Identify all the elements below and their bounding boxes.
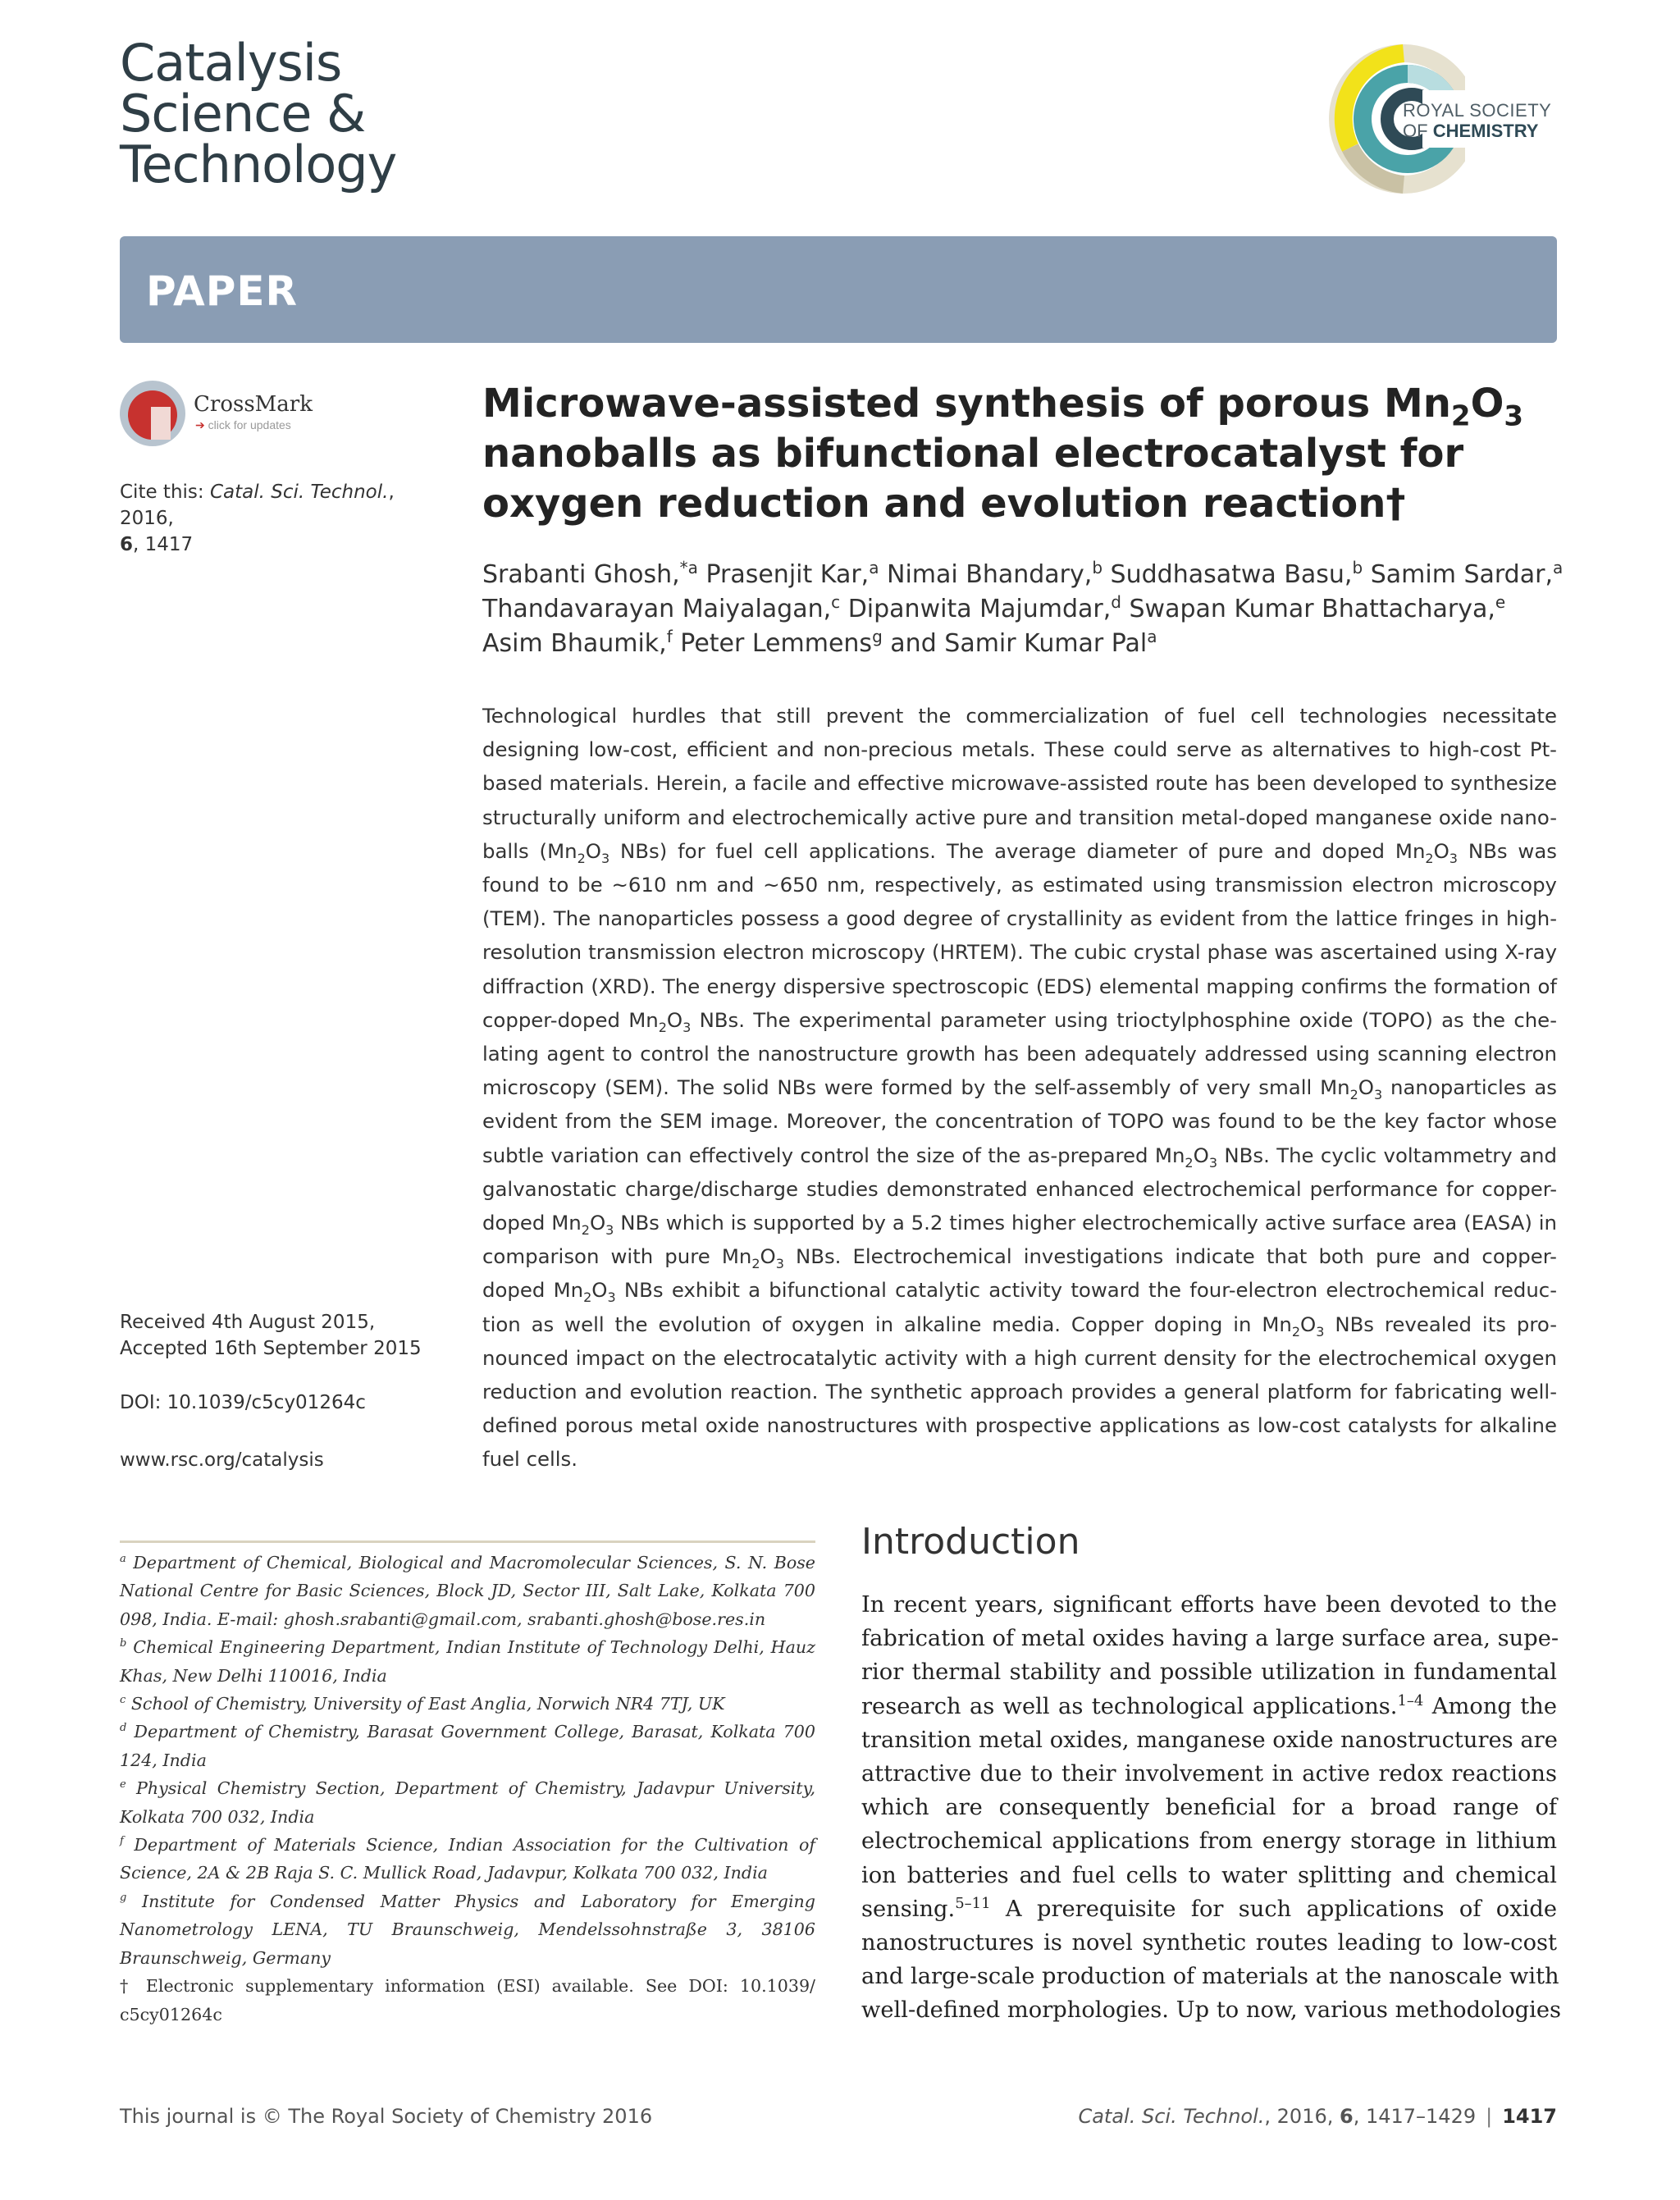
affiliation-footnotes <box>120 1549 815 2029</box>
abstract-line: galvanostatic charge/discharge studies demonstrated enhanced electrochemical performance for copper- <box>482 1176 1557 1201</box>
footnote-line: c5cy01264c <box>120 2004 222 2024</box>
footnote-line: $^e$ Physical Chemistry Section, Department of Chemistry, Jadavpur University, <box>120 1778 815 1799</box>
page-number: 1417 <box>1502 2105 1557 2128</box>
abstract-line: based materials. Herein, a facile and effective microwave-assisted route has been developed to synthesize <box>482 771 1557 796</box>
journal-website-link[interactable]: www.rsc.org/catalysis <box>120 1449 324 1471</box>
affiliation-mark: f <box>666 627 673 646</box>
introduction-line: and large-scale production of materials at the nanoscale with <box>861 1964 1559 1990</box>
paper-title-line: Microwave-assisted synthesis of porous $Mn_2O_3$ <box>482 381 1524 433</box>
paper-title <box>482 379 1557 529</box>
affiliation-mark: *a <box>679 558 698 577</box>
footnote-line: $^c$ School of Chemistry, University of East Anglia, Norwich NR4 7TJ, UK <box>120 1694 725 1714</box>
journal-title-line: Science & <box>120 84 366 144</box>
abstract-line: Technological hurdles that still prevent the commercialization of fuel cell technologies necessitate <box>482 704 1557 728</box>
publisher-name-line2 <box>1403 121 1538 142</box>
footnote-line: 098, India. E-mail: ghosh.srabanti@gmail.com, srabanti.ghosh@bose.res.in <box>120 1609 766 1629</box>
abstract-line: fuel cells. <box>482 1447 578 1472</box>
abstract <box>482 699 1557 1477</box>
affiliation-mark: b <box>1352 558 1363 577</box>
introduction-line: attractive due to their involvement in active redox reactions <box>861 1761 1557 1787</box>
journal-title-line: Catalysis <box>120 33 342 93</box>
accepted-date: Accepted 16th September 2015 <box>120 1338 422 1359</box>
introduction-line: In recent years, significant efforts have been devoted to the <box>861 1592 1557 1618</box>
footnote-line: National Centre for Basic Sciences, Block JD, Sector III, Salt Lake, Kolkata 700 <box>120 1581 815 1601</box>
journal-title <box>120 33 397 194</box>
author-name: Dipanwita Majumdar, <box>840 595 1112 623</box>
publisher-name-bold: CHEMISTRY <box>1432 121 1539 141</box>
footer-volume: 6 <box>1339 2105 1354 2128</box>
author-line <box>482 627 1557 661</box>
affiliation-mark: a <box>1552 558 1564 577</box>
abstract-line: (TEM). The nanoparticles possess a good degree of crystallinity as evident from the lattice fringes in high- <box>482 906 1557 931</box>
cite-volume: 6 <box>120 534 134 555</box>
author-list <box>482 558 1564 661</box>
section-heading: Introduction <box>861 1521 1080 1563</box>
author-name: Peter Lemmens <box>672 629 873 658</box>
introduction-text <box>861 1588 1562 2028</box>
author-name: Asim Bhaumik, <box>482 629 667 658</box>
affiliation-mark: b <box>1092 558 1103 577</box>
citation <box>120 479 448 558</box>
introduction-line: transition metal oxides, manganese oxide nanostructures are <box>861 1727 1558 1753</box>
article-type-label: PAPER <box>146 267 299 315</box>
cite-label: Cite this: <box>120 482 210 503</box>
abstract-line: comparison with pure $Mn_2O_3$ NBs. Electrochemical investigations indicate that both pure and copper- <box>482 1244 1557 1272</box>
footer-copyright: This journal is © The Royal Society of Chemistry 2016 <box>120 2105 653 2128</box>
abstract-line: doped $Mn_2O_3$ NBs which is supported by a 5.2 times higher electrochemically active surface area (EASA) in <box>482 1211 1557 1238</box>
cite-year: , 2016, <box>120 482 395 529</box>
footer-separator: | <box>1486 2105 1493 2128</box>
author-name: Thandavarayan Maiyalagan, <box>482 595 832 623</box>
footnote-line: $^b$ Chemical Engineering Department, Indian Institute of Technology Delhi, Hauz <box>120 1637 815 1658</box>
footer-year: , 2016, <box>1264 2105 1340 2128</box>
footnote-line: † Electronic supplementary information (ESI) available. See DOI: 10.1039/ <box>120 1976 815 1997</box>
introduction-line: electrochemical applications from energy storage in lithium <box>861 1828 1557 1855</box>
affiliation-mark: g <box>872 627 883 646</box>
introduction-line: fabrication of metal oxides having a large surface area, supe- <box>861 1626 1559 1652</box>
author-name: Nimai Bhandary, <box>879 560 1093 589</box>
publisher-name-prefix: OF <box>1403 121 1428 141</box>
footer-citation <box>1078 2105 1557 2128</box>
abstract-line: lating agent to control the nanostructure growth has been adequately addressed using scanning electron <box>482 1042 1557 1066</box>
abstract-line: reduction and evolution reaction. The synthetic approach provides a general platform for fabricating well- <box>482 1380 1557 1404</box>
affiliation-mark: a <box>1147 627 1157 646</box>
footnote-line: Khas, New Delhi 110016, India <box>120 1665 387 1686</box>
abstract-line: resolution transmission electron microscopy (HRTEM). The cubic crystal phase was ascertained using X-ray <box>482 940 1557 965</box>
author-name: Prasenjit Kar, <box>697 560 870 589</box>
abstract-line: diffraction (XRD). The energy dispersive spectroscopic (EDS) elemental mapping confirms the formation of <box>482 974 1557 998</box>
abstract-line: defined porous metal oxide nanostructures with prospective applications as low-cost catalysts for alkaline <box>482 1413 1557 1438</box>
author-name: Samim Sardar, <box>1363 560 1553 589</box>
footnote-line: $^f$ Department of Materials Science, Indian Association for the Cultivation of <box>120 1835 815 1855</box>
doi[interactable]: DOI: 10.1039/c5cy01264c <box>120 1392 366 1413</box>
abstract-line: found to be ~610 nm and ~650 nm, respectively, as estimated using transmission electron microscopy <box>482 873 1557 897</box>
footnote-line: Nanometrology LENA, TU Braunschweig, Mendelssohnstraße 3, 38106 <box>120 1919 815 1940</box>
author-line <box>482 592 1557 627</box>
abstract-line: designing low-cost, efficient and non-precious metals. These could serve as alternatives to high-cost Pt- <box>482 737 1557 762</box>
introduction-line: rior thermal stability and possible utilization in fundamental <box>861 1659 1557 1686</box>
crossmark-icon <box>120 381 185 446</box>
footer-pages: , 1417–1429 <box>1353 2105 1477 2128</box>
article-type-banner <box>120 236 1557 343</box>
publisher-name-line1: ROYAL SOCIETY <box>1403 100 1552 121</box>
affiliation-mark: e <box>1495 592 1506 612</box>
author-name: Srabanti Ghosh, <box>482 560 680 589</box>
introduction-line: well-defined morphologies. Up to now, various methodologies <box>861 1997 1562 2024</box>
abstract-line: nounced impact on the electrocatalytic activity with a high current density for the electrochemical oxygen <box>482 1345 1557 1370</box>
introduction-line: ion batteries and fuel cells to water splitting and chemical <box>861 1862 1557 1888</box>
author-name: Swapan Kumar Bhattacharya, <box>1121 595 1495 623</box>
footnote-line: 124, India <box>120 1750 207 1770</box>
abstract-line: balls ($Mn_2O_3$ NBs) for fuel cell applications. The average diameter of pure and doped $Mn_2O_3$ NBs was <box>482 838 1557 866</box>
crossmark-subtitle-text: click for updates <box>208 418 291 431</box>
footnote-line: $^d$ Department of Chemistry, Barasat Government College, Barasat, Kolkata 700 <box>120 1722 815 1742</box>
introduction-line: nanostructures is novel synthetic routes leading to low-cost <box>861 1930 1557 1956</box>
footnote-line: Kolkata 700 032, India <box>120 1806 315 1827</box>
abstract-line: copper-doped $Mn_2O_3$ NBs. The experimental parameter using trioctylphosphine oxide (TOPO) as the che- <box>482 1007 1557 1035</box>
footnote-line: Braunschweig, Germany <box>120 1947 331 1968</box>
abstract-line: doped $Mn_2O_3$ NBs exhibit a bifunctional catalytic activity toward the four-electron electrochemical reduc- <box>482 1278 1557 1306</box>
footer-journal: Catal. Sci. Technol. <box>1078 2105 1265 2128</box>
abstract-line: microscopy (SEM). The solid NBs were formed by the self-assembly of very small $Mn_2O_3$ nanoparticles as <box>482 1075 1557 1103</box>
crossmark-name: CrossMark <box>194 392 313 417</box>
footnote-line: Science, 2A & 2B Raja S. C. Mullick Road, Jadavpur, Kolkata 700 032, India <box>120 1863 768 1883</box>
paper-title-line: nanoballs as bifunctional electrocatalyst for <box>482 431 1464 477</box>
author-name: Suddhasatwa Basu, <box>1102 560 1353 589</box>
arrow-left-icon: ➔ <box>195 418 205 431</box>
abstract-line: evident from the SEM image. Moreover, the concentration of TOPO was found to be the key factor whose <box>482 1109 1557 1134</box>
introduction-line: sensing.$^{5-11}$ A prerequisite for such applications of oxide <box>861 1894 1557 1922</box>
footnote-line: $^g$ Institute for Condensed Matter Physics and Laboratory for Emerging <box>120 1891 815 1911</box>
received-date: Received 4th August 2015, <box>120 1312 376 1333</box>
abstract-line: tion as well the evolution of oxygen in alkaline media. Copper doping in $Mn_2O_3$ NBs revealed its pro- <box>482 1312 1558 1340</box>
publisher-logo[interactable] <box>1326 41 1564 197</box>
affiliation-mark: a <box>869 558 879 577</box>
affiliation-mark: c <box>831 592 841 612</box>
abstract-line: subtle variation can effectively control the size of the as-prepared $Mn_2O_3$ NBs. The cyclic voltammetry and <box>482 1143 1557 1171</box>
crossmark-badge[interactable] <box>120 379 317 453</box>
footnote-divider <box>120 1540 815 1543</box>
author-line <box>482 558 1564 592</box>
introduction-line: which are consequently beneficial for a broad range of <box>861 1795 1557 1821</box>
footnote-line: $^a$ Department of Chemical, Biological and Macromolecular Sciences, S. N. Bose <box>120 1553 815 1572</box>
author-name: and Samir Kumar Pal <box>882 629 1148 658</box>
paper-title-line: oxygen reduction and evolution reaction† <box>482 481 1406 527</box>
introduction-line: research as well as technological applications.$^{1-4}$ Among the <box>861 1691 1557 1719</box>
abstract-line: structurally uniform and electrochemically active pure and transition metal-doped manganese oxide nano- <box>482 805 1557 829</box>
cite-page: , 1417 <box>133 534 194 555</box>
journal-title-line: Technology <box>120 135 397 194</box>
crossmark-subtitle <box>195 418 291 432</box>
cite-journal: Catal. Sci. Technol. <box>209 482 389 503</box>
received-dates <box>120 1309 464 1362</box>
affiliation-mark: d <box>1111 592 1121 612</box>
